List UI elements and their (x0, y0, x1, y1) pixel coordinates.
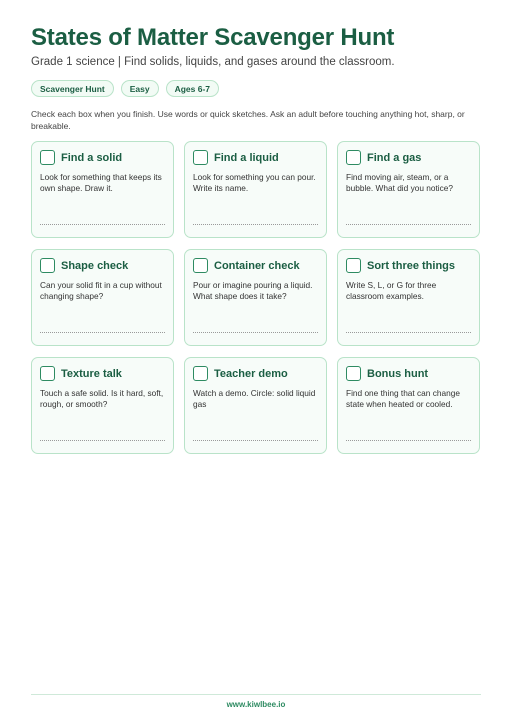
task-title: Find a liquid (214, 151, 279, 164)
task-title: Teacher demo (214, 367, 288, 380)
task-card-header (40, 366, 122, 381)
page-subtitle: Grade 1 science | Find solids, liquids, and gases around the classroom. (31, 56, 395, 68)
task-card (31, 357, 174, 454)
footer-url[interactable]: www.kiwlbee.io (226, 700, 286, 709)
task-title: Container check (214, 259, 300, 272)
footer-divider (31, 694, 481, 695)
tag-age-range: Ages 6-7 (166, 80, 219, 97)
task-checkbox[interactable] (346, 258, 361, 273)
task-card-header (193, 150, 279, 165)
task-card-header (346, 366, 428, 381)
answer-line[interactable] (346, 440, 471, 441)
answer-line[interactable] (346, 332, 471, 333)
task-description: Touch a safe solid. Is it hard, soft, rough, or smooth? (40, 388, 164, 409)
task-card (184, 141, 327, 238)
task-description: Look for something you can pour. Write its name. (193, 172, 316, 193)
task-card (184, 249, 327, 346)
task-checkbox[interactable] (40, 366, 55, 381)
tag-activity-type: Scavenger Hunt (31, 80, 114, 97)
task-title: Bonus hunt (367, 367, 429, 380)
task-card-header (193, 258, 300, 273)
task-description: Look for something that keeps its own shape. Draw it. (40, 172, 162, 193)
tag-difficulty: Easy (121, 80, 159, 97)
task-card (31, 249, 174, 346)
answer-line[interactable] (40, 440, 165, 441)
task-card-header (40, 258, 128, 273)
answer-line[interactable] (193, 332, 318, 333)
task-checkbox[interactable] (346, 366, 361, 381)
tag-list (31, 80, 219, 97)
task-card (31, 141, 174, 238)
answer-line[interactable] (40, 332, 165, 333)
answer-line[interactable] (193, 440, 318, 441)
answer-line[interactable] (346, 224, 471, 225)
task-card-header (40, 150, 122, 165)
task-description: Watch a demo. Circle: solid liquid gas (193, 388, 316, 409)
task-checkbox[interactable] (193, 258, 208, 273)
task-title: Texture talk (61, 367, 122, 380)
answer-line[interactable] (40, 224, 165, 225)
task-checkbox[interactable] (40, 150, 55, 165)
task-card (337, 141, 480, 238)
task-title: Shape check (61, 259, 129, 272)
task-card-header (346, 150, 421, 165)
task-title: Find a solid (61, 151, 123, 164)
task-checkbox[interactable] (346, 150, 361, 165)
task-description: Find moving air, steam, or a bubble. What did you notice? (346, 172, 454, 193)
task-description: Find one thing that can change state when heated or cooled. (346, 388, 460, 409)
task-title: Sort three things (367, 259, 456, 272)
task-card-header (193, 366, 288, 381)
task-description: Can your solid fit in a cup without changing shape? (40, 280, 162, 301)
task-title: Find a gas (367, 151, 422, 164)
task-card-header (346, 258, 455, 273)
task-card (337, 249, 480, 346)
task-card (184, 357, 327, 454)
page-title: States of Matter Scavenger Hunt (31, 24, 395, 51)
instructions: Check each box when you finish. Use words or quick sketches. Ask an adult before touching anything hot, sharp, or breakable. (31, 109, 465, 131)
task-description: Write S, L, or G for three classroom examples. (346, 280, 437, 301)
task-checkbox[interactable] (193, 150, 208, 165)
task-checkbox[interactable] (193, 366, 208, 381)
task-description: Pour or imagine pouring a liquid. What shape does it take? (193, 280, 313, 301)
task-card (337, 357, 480, 454)
answer-line[interactable] (193, 224, 318, 225)
task-checkbox[interactable] (40, 258, 55, 273)
